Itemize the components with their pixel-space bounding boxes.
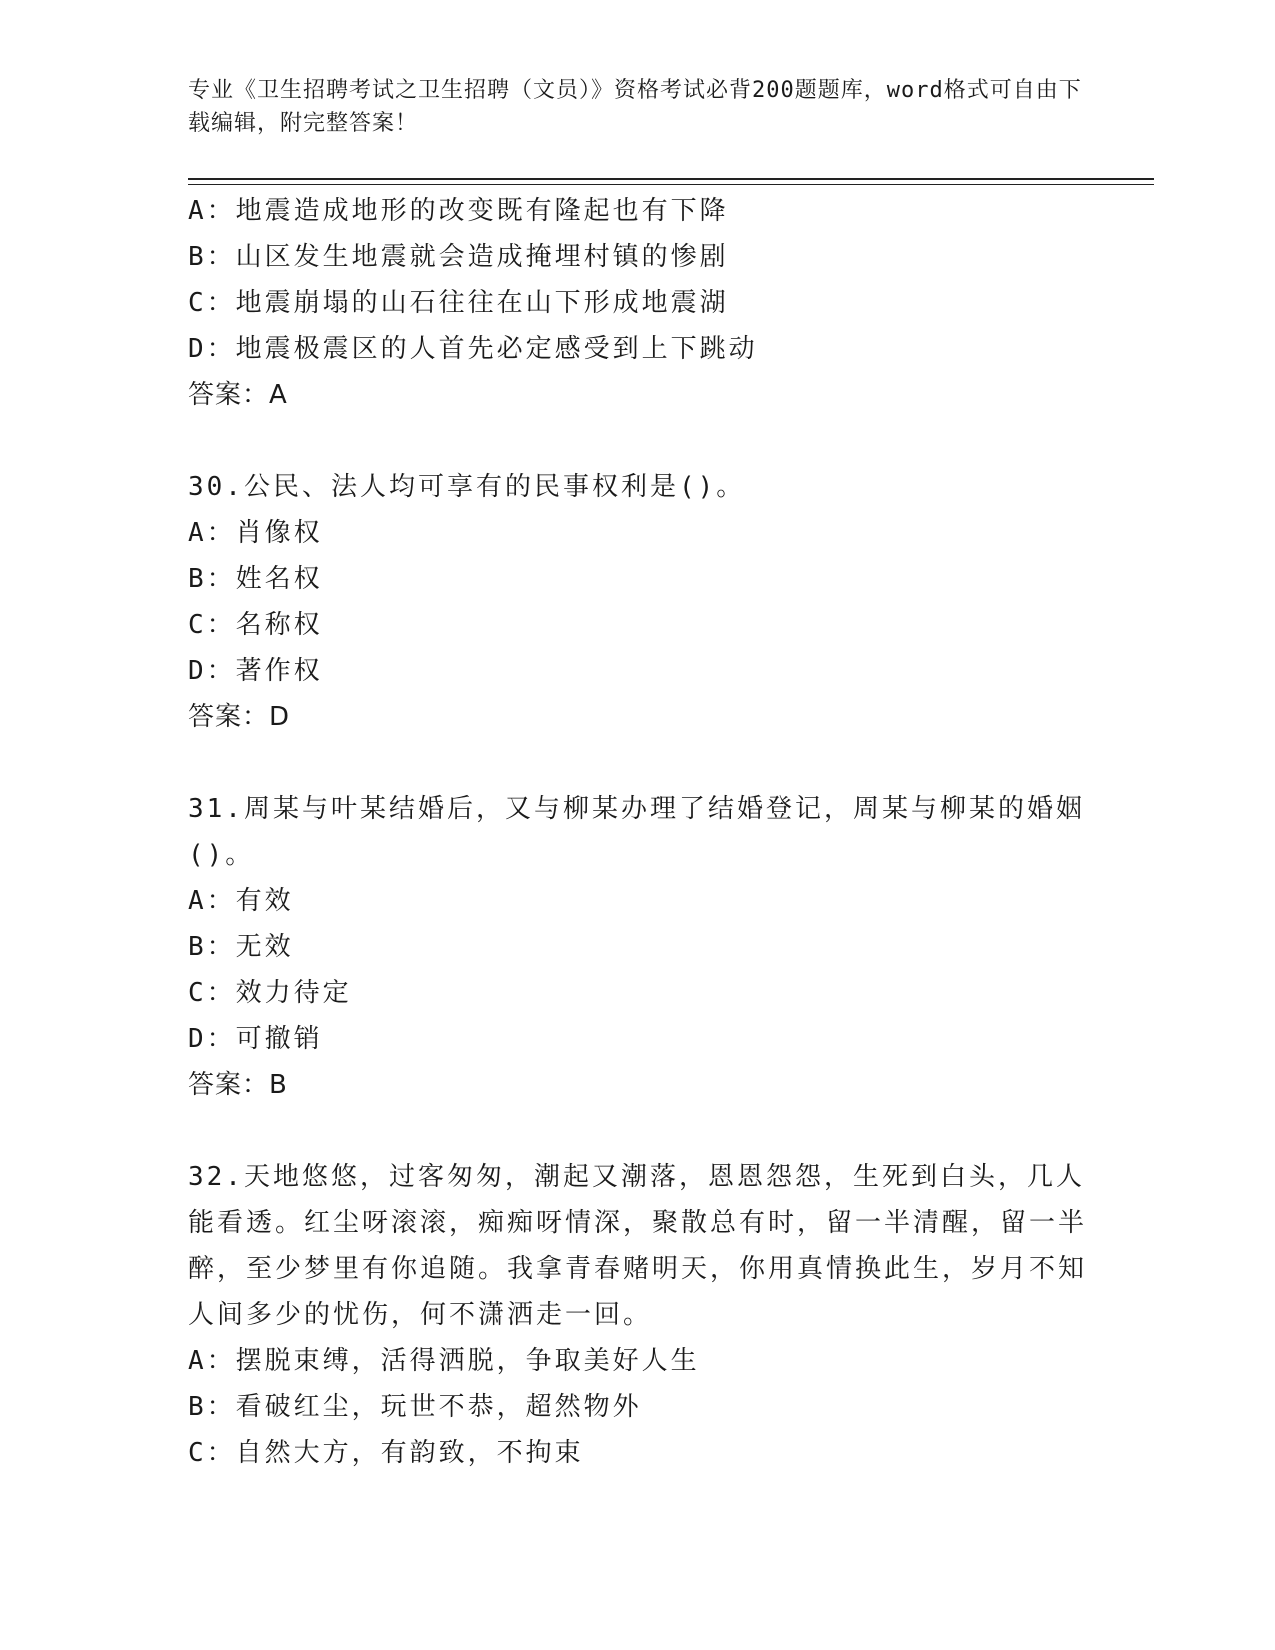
option-a: A：摆脱束缚，活得洒脱，争取美好人生 [188,1346,700,1376]
answer-line: 答案：B [188,1070,288,1100]
option-d: D：可撤销 [188,1024,323,1054]
question-30-block [188,464,1088,740]
option-c: C：名称权 [188,610,323,640]
option-d: D：地震极震区的人首先必定感受到上下跳动 [188,334,758,364]
question-stem: 32.天地悠悠，过客匆匆，潮起又潮落，恩恩怨怨，生死到白头，几人能看透。红尘呀滚滚，痴痴呀情深，聚散总有时，留一半清醒，留一半醉，至少梦里有你追随。我拿青春赌明天，你用真情换此生，岁月不知人间多少的忧伤，何不潇洒走一回。 [188,1162,1088,1330]
answer-line: 答案：D [188,702,291,732]
option-b: B：姓名权 [188,564,323,594]
option-a: A：肖像权 [188,518,323,548]
option-d: D：著作权 [188,656,323,686]
option-c: C：地震崩塌的山石往往在山下形成地震湖 [188,288,729,318]
spacer [188,740,1088,786]
option-a: A：地震造成地形的改变既有隆起也有下降 [188,196,729,226]
question-list [188,188,1088,1476]
question-29-block [188,188,1088,418]
question-stem: 30.公民、法人均可享有的民事权利是()。 [188,472,746,502]
question-stem: 31.周某与叶某结婚后，又与柳某办理了结婚登记，周某与柳某的婚姻()。 [188,794,1085,870]
header-divider-thin [188,184,1154,185]
option-c: C：自然大方，有韵致，不拘束 [188,1438,584,1468]
spacer [188,1108,1088,1154]
answer-line: 答案：A [188,380,288,410]
option-a: A：有效 [188,886,294,916]
question-31-block [188,786,1088,1108]
option-b: B：看破红尘，玩世不恭，超然物外 [188,1392,642,1422]
option-c: C：效力待定 [188,978,352,1008]
spacer [188,418,1088,464]
question-32-block [188,1154,1088,1476]
document-header: 专业《卫生招聘考试之卫生招聘（文员）》资格考试必背200题题库，word格式可自由下载编辑，附完整答案！ [188,78,1082,136]
option-b: B：山区发生地震就会造成掩埋村镇的惨剧 [188,242,729,272]
option-b: B：无效 [188,932,294,962]
header-divider-thick [188,178,1154,180]
